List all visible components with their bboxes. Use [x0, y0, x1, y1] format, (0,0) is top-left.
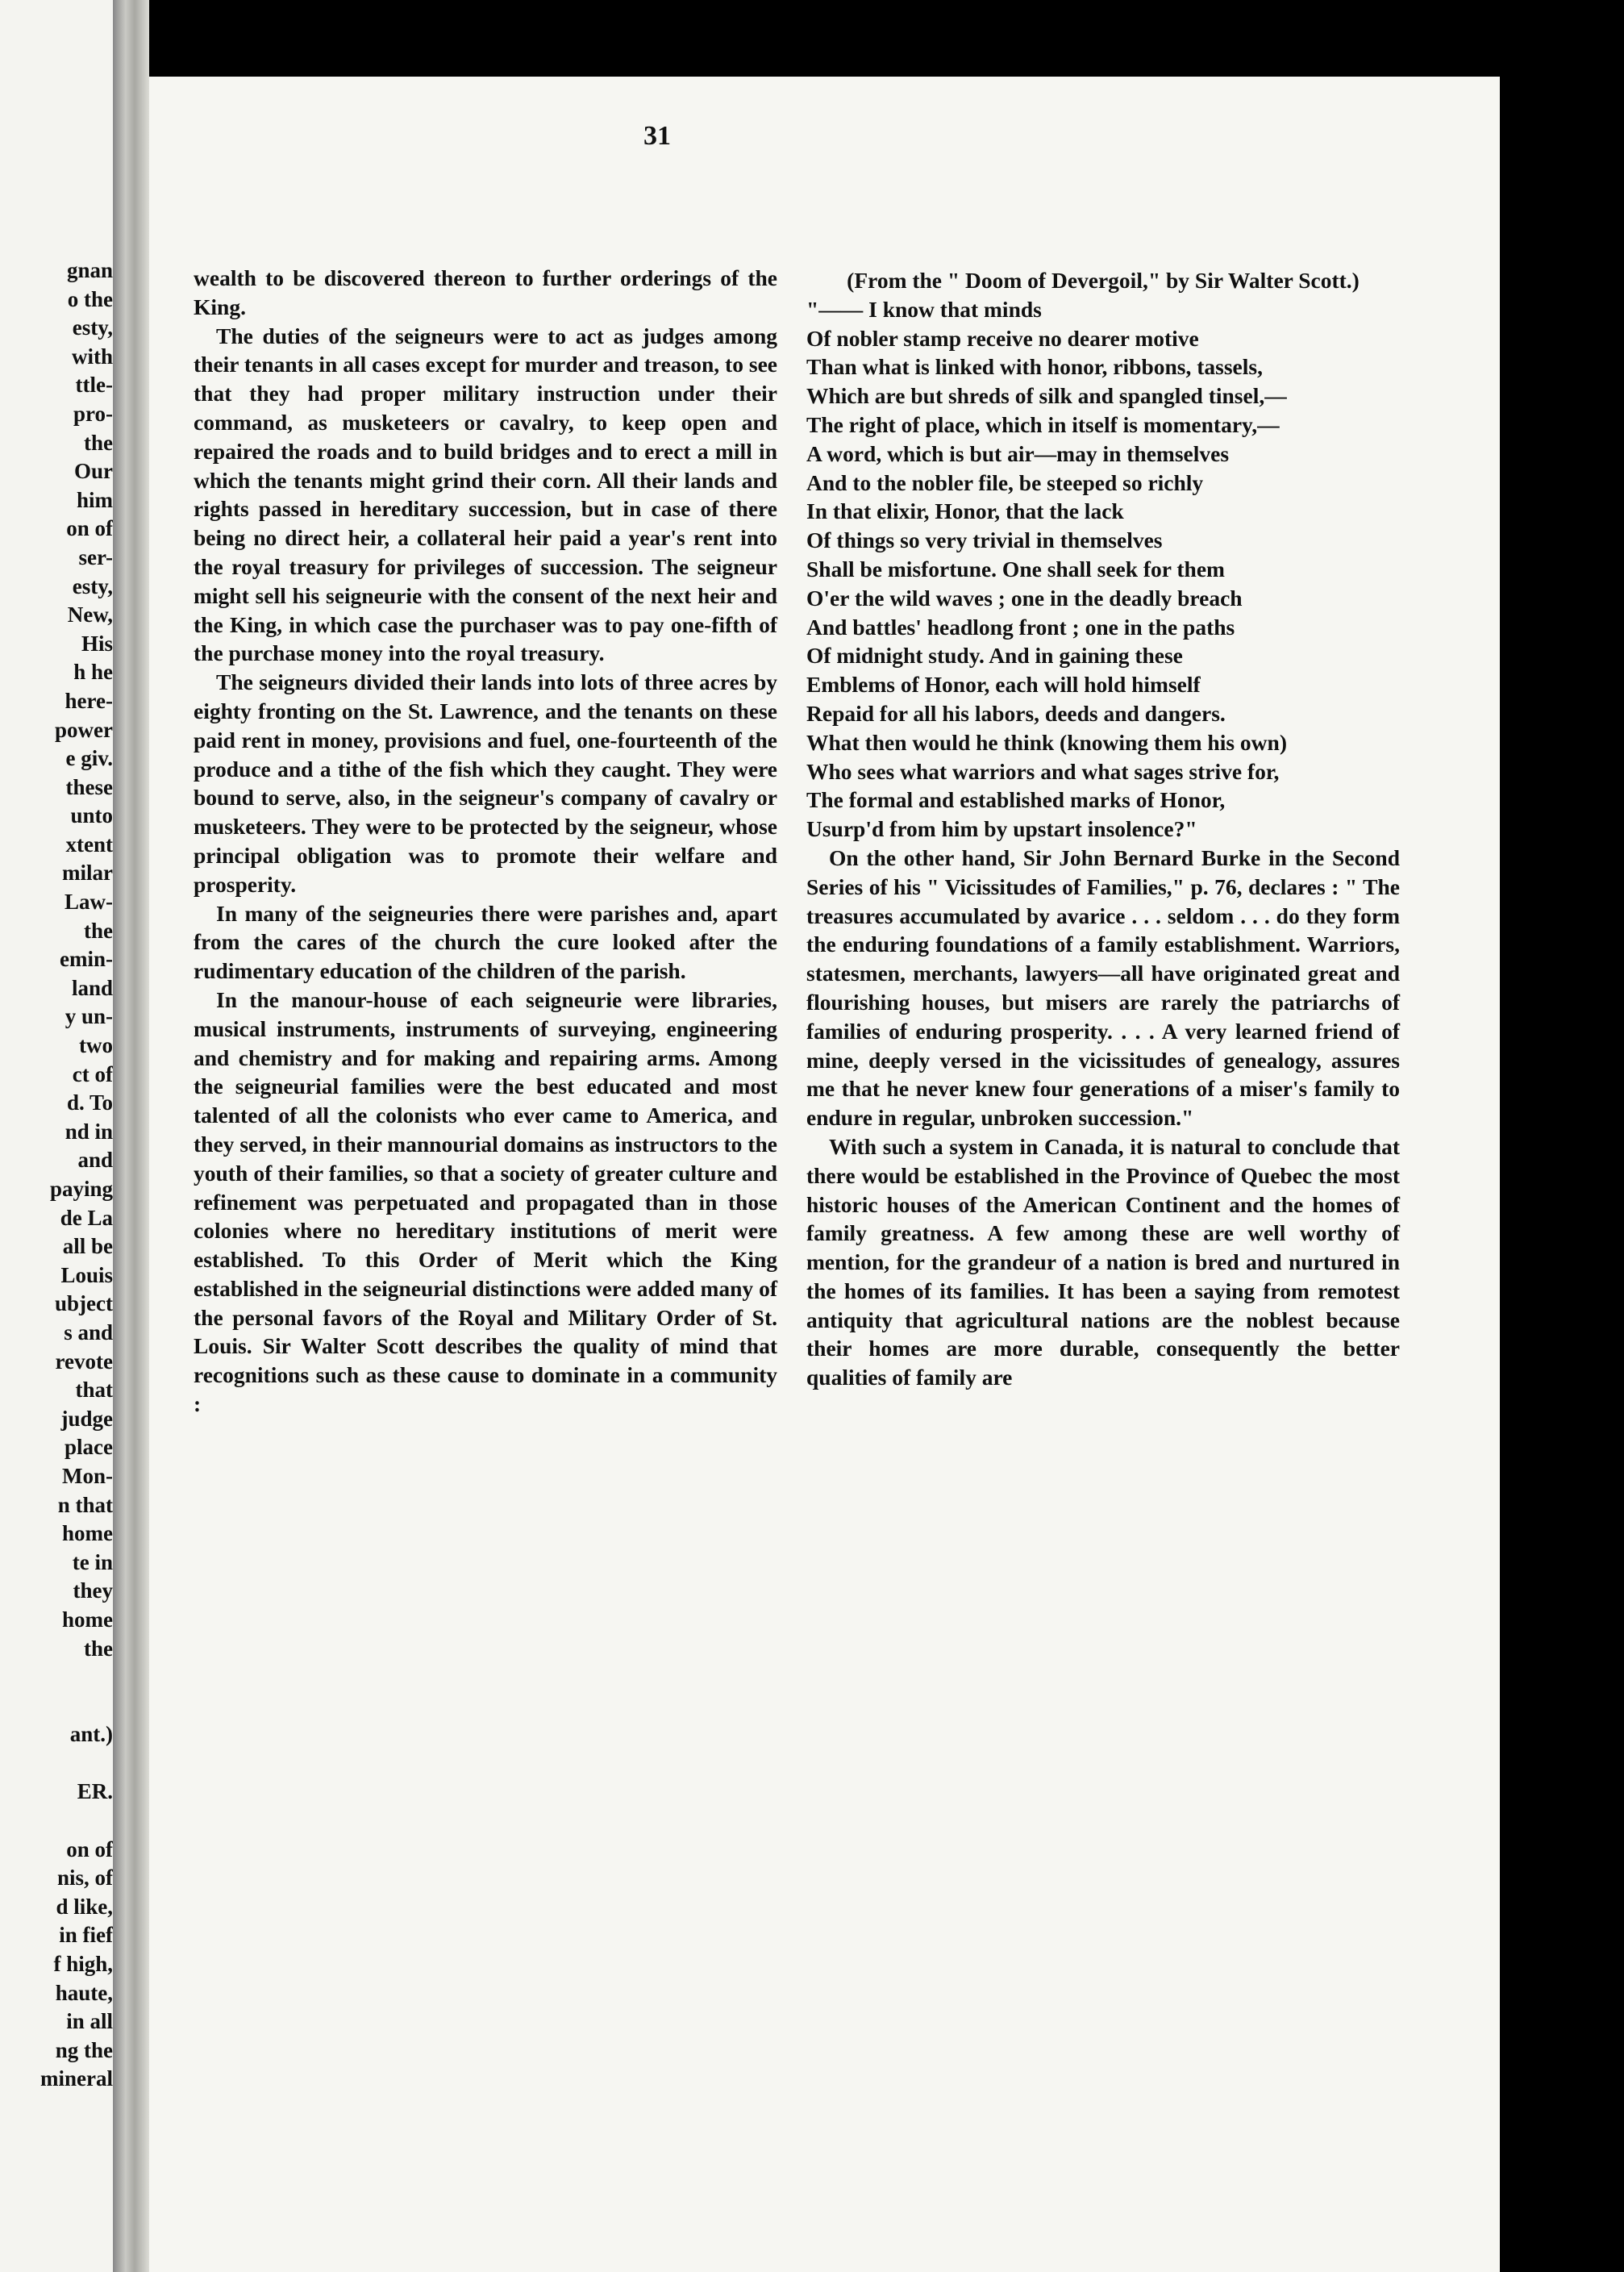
- paragraph: With such a system in Canada, it is natural to conclude that there would be established in the Province of Quebec the most historic houses of the American Continent and the homes of family greatness. A few among these are well worthy of mention, for the grandeur of a nation is bred and nurtured in the homes of its families. It has been a saying from remotest antiquity that agricultural nations are the noblest because their homes are more durable, consequently the better qualities of family are: [806, 1133, 1400, 1390]
- facing-page-line: with: [71, 344, 113, 369]
- poem-line: Who sees what warriors and what sages strive for,: [806, 758, 1280, 784]
- page-number: 31: [643, 121, 671, 151]
- facing-page-line: the: [84, 1636, 113, 1661]
- facing-page-line: te in: [72, 1549, 113, 1574]
- poem-line: Of things so very trivial in themselves: [806, 527, 1163, 553]
- facing-page-line: [0, 1663, 113, 1692]
- facing-page-line: revote: [55, 1349, 113, 1374]
- facing-page-line: unto: [70, 803, 113, 828]
- poem-line: Of nobler stamp receive no dearer motive: [806, 325, 1199, 351]
- facing-page-line: home: [62, 1521, 113, 1546]
- facing-page-line: s and: [64, 1319, 113, 1344]
- facing-page-line: haute,: [55, 1980, 113, 2005]
- poem-line: A word, which is but air—may in themselves: [806, 440, 1230, 466]
- facing-page-line: o the: [67, 286, 113, 311]
- facing-page-line: place: [65, 1435, 113, 1460]
- facing-page-text-fragments: [0, 256, 113, 2094]
- facing-page-line: ng the: [55, 2037, 113, 2062]
- facing-page-line: de La: [60, 1205, 113, 1230]
- facing-page-line: [0, 1692, 113, 1721]
- facing-page-line: all be: [62, 1234, 113, 1259]
- facing-page-line: Our: [73, 459, 113, 484]
- facing-page-line: d. To: [66, 1090, 113, 1115]
- facing-page-line: emin-: [60, 947, 113, 972]
- text-column-right: [806, 266, 1400, 1392]
- facing-page-line: d like,: [56, 1894, 113, 1919]
- facing-page-line: here-: [65, 688, 113, 713]
- facing-page-line: these: [65, 774, 113, 799]
- poem-line: Shall be misfortune. One shall seek for them: [806, 556, 1225, 582]
- facing-page-line: f high,: [53, 1952, 113, 1977]
- facing-page-line: gnan: [66, 258, 113, 282]
- facing-page-line: ER.: [77, 1779, 113, 1804]
- facing-page-line: [0, 1807, 113, 1836]
- facing-page-line: ct of: [72, 1061, 113, 1086]
- facing-page-line: Mon-: [62, 1463, 113, 1488]
- poem-line: Repaid for all his labors, deeds and dangers.: [806, 700, 1226, 726]
- facing-page-line: two: [79, 1033, 113, 1058]
- book-gutter: [113, 0, 149, 2272]
- facing-page-line: land: [71, 975, 113, 1000]
- poem-line: The right of place, which in itself is momentary,—: [806, 411, 1280, 437]
- facing-page-line: mineral: [40, 2066, 113, 2091]
- facing-page-line: xtent: [65, 832, 113, 857]
- paragraph: wealth to be discovered thereon to further orderings of the King.: [194, 265, 777, 319]
- facing-page-line: in fief: [59, 1923, 113, 1948]
- facing-page-line: on of: [66, 516, 113, 541]
- facing-page-line: [0, 1749, 113, 1778]
- paragraph: On the other hand, Sir John Bernard Burke in the Second Series of his " Vicissitudes of Families," p. 76, declares : " The treasures accumulated by avarice . . . seldom . . . do they form the enduring foundations of a family establishment. Warriors, statesmen, merchants, lawyers—all have originated great and flourishing houses, but misers are rarely the patriarchs of families of enduring prosperity. . . . A very learned friend of mine, deeply versed in the vicissitudes of genealogy, assures me that he never knew four generations of a miser's family to endure in regular, unbroken succession.": [806, 844, 1400, 1131]
- facing-page-line: the: [84, 430, 113, 455]
- facing-page-line: h he: [73, 660, 113, 685]
- facing-page-line: nis, of: [56, 1866, 113, 1891]
- facing-page-line: e giv.: [65, 746, 113, 771]
- facing-page-line: power: [55, 717, 113, 742]
- facing-page-line: esty,: [72, 573, 113, 598]
- poem-line: And to the nobler file, be steeped so richly: [806, 469, 1204, 495]
- facing-page-line: him: [76, 487, 113, 512]
- facing-page-line: that: [75, 1378, 113, 1403]
- poem-line: O'er the wild waves ; one in the deadly breach: [806, 585, 1243, 611]
- poem-line: Which are but shreds of silk and spangled tinsel,—: [806, 383, 1287, 409]
- poem-quote: [806, 295, 1400, 844]
- facing-page-line: ser-: [78, 544, 113, 569]
- poem-line: Of midnight study. And in gaining these: [806, 643, 1183, 669]
- facing-page-line: pro-: [73, 401, 113, 426]
- facing-page-line: Law-: [65, 890, 113, 915]
- poem-line: "—— I know that minds: [806, 296, 1042, 322]
- facing-page-edge: [0, 0, 113, 2272]
- facing-page-line: y un-: [65, 1004, 113, 1029]
- facing-page-line: ant.): [69, 1722, 113, 1747]
- quote-source: (From the " Doom of Devergoil," by Sir Walter Scott.): [847, 268, 1360, 293]
- text-column-left: [194, 264, 777, 1419]
- facing-page-line: His: [81, 631, 113, 656]
- facing-page-line: the: [84, 918, 113, 943]
- poem-line: In that elixir, Honor, that the lack: [806, 498, 1124, 524]
- paragraph: In the manour-house of each seigneurie were libraries, musical instruments, instruments of surveying, engineering and chemistry and for making and repairing arms. Among the seigneurial families were the best educated and most talented of all the colonists who ever came to America, and they served, in their mannourial domains as instructors to the youth of their families, so that a society of greater culture and refinement was perpetuated and propagated than in those colonies where no hereditary institutions of merit were established. To this Order of Merit which the King established in the seigneurial distinctions were added many of the personal favors of the Royal and Military Order of St. Louis. Sir Walter Scott describes the quality of mind that recognitions such as these cause to dominate in a community :: [194, 986, 777, 1417]
- facing-page-line: Louis: [60, 1262, 113, 1287]
- poem-line: Than what is linked with honor, ribbons, tassels,: [806, 354, 1263, 380]
- facing-page-line: on of: [66, 1836, 113, 1861]
- poem-line: The formal and established marks of Honor,: [806, 787, 1226, 813]
- facing-page-line: and: [77, 1148, 113, 1173]
- poem-line: Usurp'd from him by upstart insolence?": [806, 816, 1197, 842]
- facing-page-line: home: [62, 1607, 113, 1632]
- facing-page-line: nd in: [65, 1119, 113, 1144]
- facing-page-line: ubject: [55, 1291, 113, 1316]
- paragraph: The duties of the seigneurs were to act as judges among their tenants in all cases except for murder and treason, to see that they had proper military instruction under their command, as musketeers or cavalry, to keep open and repaired the roads and to build bridges and to erect a mill in which the tenants might grind their corn. All their lands and rights passed in hereditary succession, but in case of there being no direct heir, a collateral heir paid a year's rent into the royal treasury for privileges of succession. The seigneur might sell his seigneurie with the consent of the next heir and the King, in which case the purchaser was to pay one-fifth of the purchase money into the royal treasury.: [194, 323, 777, 666]
- facing-page-line: ttle-: [75, 373, 113, 398]
- facing-page-line: n that: [57, 1492, 113, 1517]
- paragraph: The seigneurs divided their lands into lots of three acres by eighty fronting on the St. Lawrence, and the tenants on these paid rent in money, provisions and fuel, one-fourteenth of the produce and a tithe of the fish which they caught. They were bound to serve, also, in the seigneur's company of cavalry or musketeers. They were to be protected by the seigneur, whose principal obligation was to promote their welfare and prosperity.: [194, 669, 777, 897]
- facing-page-line: judge: [60, 1406, 113, 1431]
- facing-page-line: paying: [49, 1177, 113, 1201]
- paragraph: In many of the seigneuries there were parishes and, apart from the cares of the church the cure looked after the rudimentary education of the children of the parish.: [194, 900, 777, 984]
- facing-page-line: esty,: [72, 315, 113, 340]
- facing-page-line: in all: [66, 2009, 113, 2034]
- poem-line: What then would he think (knowing them his own): [806, 729, 1287, 755]
- poem-line: And battles' headlong front ; one in the paths: [806, 614, 1235, 640]
- facing-page-line: they: [73, 1578, 113, 1603]
- facing-page-line: New,: [67, 602, 113, 627]
- poem-line: Emblems of Honor, each will hold himself: [806, 672, 1201, 698]
- facing-page-line: milar: [62, 861, 113, 886]
